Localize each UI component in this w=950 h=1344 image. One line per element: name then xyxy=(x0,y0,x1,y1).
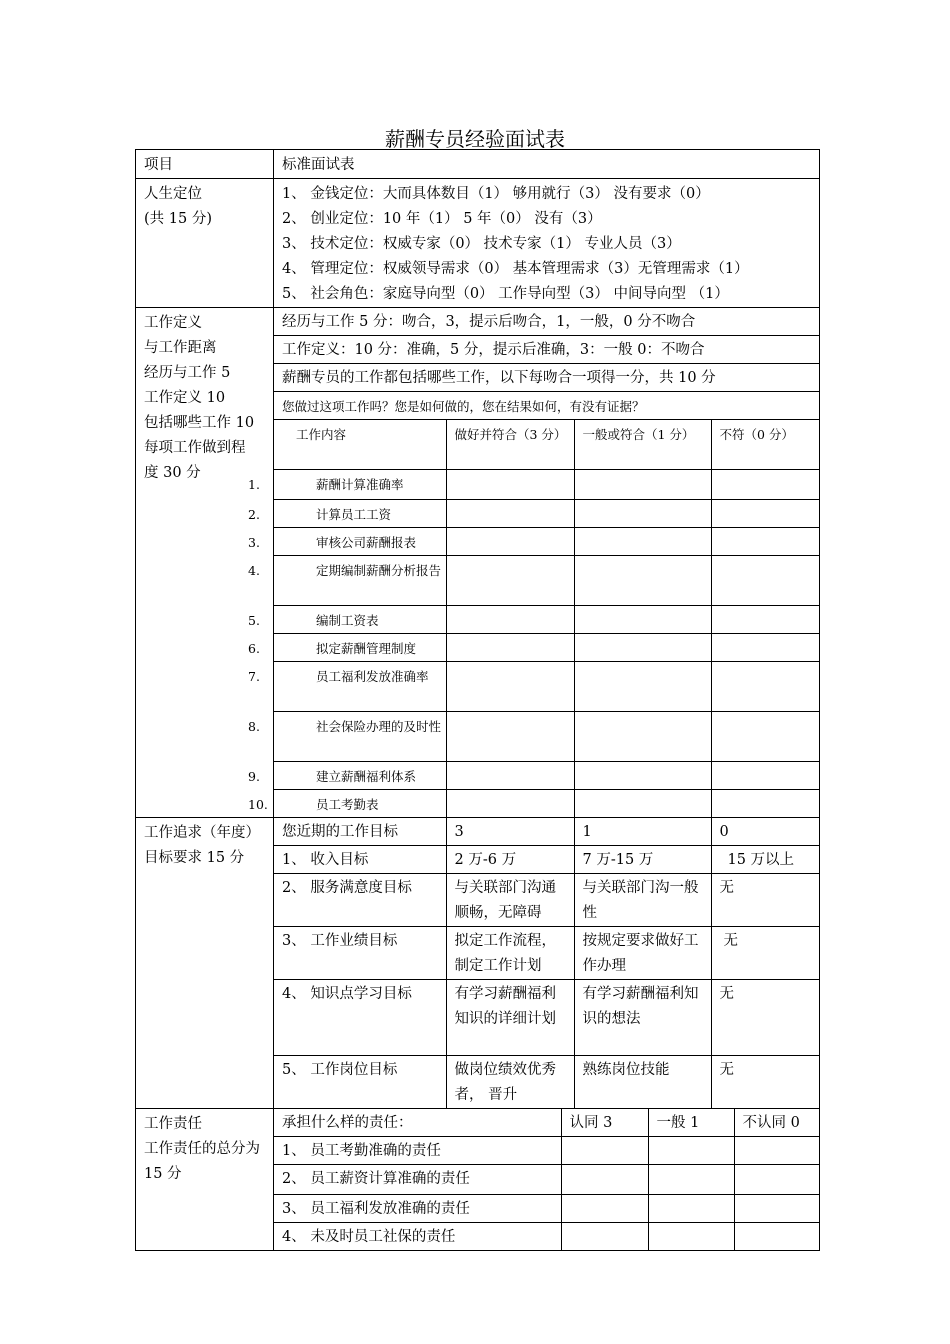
section3-content xyxy=(274,818,820,1109)
goal-score: 1 xyxy=(574,818,711,846)
page-title: 薪酬专员经验面试表 xyxy=(385,127,565,151)
responsibility-item: 4、 未及时员工社保的责任 xyxy=(274,1223,561,1251)
goal-header: 您近期的工作目标 xyxy=(274,818,446,846)
task-item: 6. 拟定薪酬管理制度 xyxy=(274,634,446,662)
header-item: 项目 xyxy=(136,150,274,179)
responsibility-score: 不认同 0 xyxy=(734,1109,820,1137)
responsibility-item: 3、 员工福利发放准确的责任 xyxy=(274,1195,561,1223)
section4-label: 工作责任 工作责任的总分为 15 分 xyxy=(136,1109,274,1251)
goal-item: 4、 知识点学习目标 xyxy=(274,980,446,1056)
task-item: 3. 审核公司薪酬报表 xyxy=(274,528,446,556)
goal-option: 7 万-15 万 xyxy=(574,846,711,874)
section3-subtable xyxy=(274,818,820,1108)
section4-content xyxy=(274,1109,820,1251)
section1-criteria xyxy=(274,179,820,308)
section2-subtable xyxy=(248,308,820,817)
task-header-average: 一般或符合（1 分） xyxy=(574,420,711,470)
goal-option: 2 万-6 万 xyxy=(446,846,574,874)
task-item: 10. 员工考勤表 xyxy=(274,790,446,818)
goal-option: 拟定工作流程，制定工作计划 xyxy=(446,927,574,980)
task-item: 8. 社会保险办理的及时性 xyxy=(274,712,446,762)
goal-option: 无 xyxy=(711,927,820,980)
section4-subtable xyxy=(274,1109,820,1250)
section1-label: 人生定位 (共 15 分) xyxy=(136,179,274,308)
goal-item: 3、 工作业绩目标 xyxy=(274,927,446,980)
header-standard: 标准面试表 xyxy=(274,150,820,179)
responsibility-item: 1、 员工考勤准确的责任 xyxy=(274,1137,561,1165)
criteria-line: 1、 金钱定位：大而具体数目（1） 够用就行（3） 没有要求（0） xyxy=(282,186,710,202)
rule-line: 薪酬专员的工作都包括哪些工作，以下每吻合一项得一分，共 10 分 xyxy=(274,364,820,392)
section2-content xyxy=(248,308,820,818)
criteria-line: 5、 社会角色：家庭导向型（0） 工作导向型（3） 中间导向型 （1） xyxy=(282,286,729,302)
task-item: 2. 计算员工工资 xyxy=(274,500,446,528)
goal-option: 熟练岗位技能 xyxy=(574,1056,711,1109)
goal-option: 按规定要求做好工作办理 xyxy=(574,927,711,980)
goal-item: 5、 工作岗位目标 xyxy=(274,1056,446,1109)
goal-score: 0 xyxy=(711,818,820,846)
section3-label: 工作追求（年度） 目标要求 15 分 xyxy=(136,818,274,1109)
responsibility-score: 一般 1 xyxy=(648,1109,734,1137)
question-line: 您做过这项工作吗？您是如何做的，您在结果如何，有没有证据？ xyxy=(274,392,820,420)
goal-option: 无 xyxy=(711,980,820,1056)
responsibility-score: 认同 3 xyxy=(561,1109,648,1137)
goal-item: 2、 服务满意度目标 xyxy=(274,874,446,927)
task-header-content: 工作内容 xyxy=(274,420,446,470)
goal-item: 1、 收入目标 xyxy=(274,846,446,874)
section2-label: 工作定义 与工作距离 经历与工作 5 工作定义 10 包括哪些工作 10 每项工作做到程 度 30 分 xyxy=(136,308,274,818)
task-header-good: 做好并符合（3 分） xyxy=(446,420,574,470)
task-item: 1. 薪酬计算准确率 xyxy=(274,470,446,500)
task-item: 4. 定期编制薪酬分析报告 xyxy=(274,556,446,606)
goal-option: 无 xyxy=(711,1056,820,1109)
rule-line: 工作定义：10 分：准确，5 分，提示后准确，3：一般 0：不吻合 xyxy=(274,336,820,364)
rule-line: 经历与工作 5 分：吻合，3，提示后吻合，1，一般，0 分不吻合 xyxy=(274,308,820,336)
goal-option: 有学习薪酬福利知识的详细计划 xyxy=(446,980,574,1056)
goal-option: 有学习薪酬福利知识的想法 xyxy=(574,980,711,1056)
goal-option: 无 xyxy=(711,874,820,927)
task-item: 7. 员工福利发放准确率 xyxy=(274,662,446,712)
responsibility-item: 2、 员工薪资计算准确的责任 xyxy=(274,1165,561,1195)
goal-option: 与关联部门沟通顺畅，无障碍 xyxy=(446,874,574,927)
criteria-line: 4、 管理定位：权威领导需求（0） 基本管理需求（3）无管理需求（1） xyxy=(282,261,749,277)
task-item: 5. 编制工资表 xyxy=(274,606,446,634)
responsibility-header: 承担什么样的责任： xyxy=(274,1109,561,1137)
goal-option: 与关联部门沟一般性 xyxy=(574,874,711,927)
interview-table xyxy=(135,149,820,1251)
task-header-mismatch: 不符（0 分） xyxy=(711,420,820,470)
criteria-line: 3、 技术定位：权威专家（0） 技术专家（1） 专业人员（3） xyxy=(282,236,681,252)
goal-option: 做岗位绩效优秀者， 晋升 xyxy=(446,1056,574,1109)
goal-score: 3 xyxy=(446,818,574,846)
criteria-line: 2、 创业定位：10 年（1） 5 年（0） 没有（3） xyxy=(282,211,602,227)
task-item: 9. 建立薪酬福利体系 xyxy=(274,762,446,790)
goal-option: 15 万以上 xyxy=(711,846,820,874)
